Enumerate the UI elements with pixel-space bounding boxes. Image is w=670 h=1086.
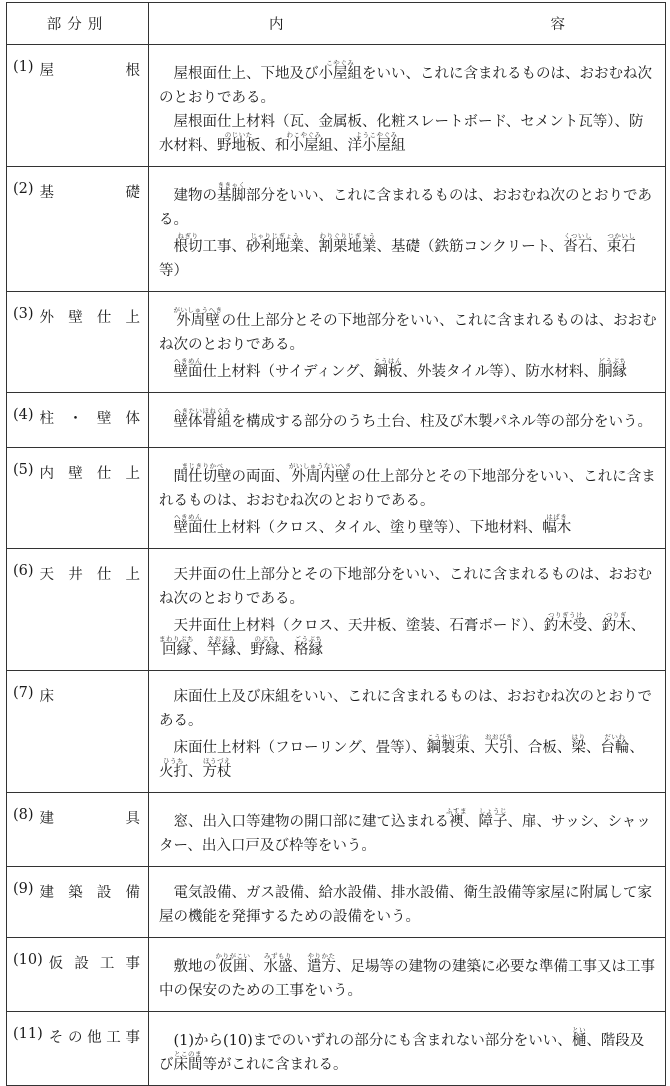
table-row bbox=[7, 292, 666, 393]
ruby-reading: のぶち bbox=[250, 635, 280, 643]
content-cell bbox=[149, 549, 666, 671]
content-text: 床面仕上及び床組をいい、これに含まれるものは、おおむね次のとおりである。 bbox=[159, 689, 652, 729]
content-paragraph bbox=[159, 181, 657, 232]
part-number: (5) bbox=[13, 462, 34, 478]
content-text: 床面仕上材料（フローリング、畳等）、 bbox=[173, 740, 427, 756]
ruby-term bbox=[288, 462, 352, 485]
ruby-reading: こうはん bbox=[373, 357, 403, 365]
ruby-term bbox=[484, 733, 514, 756]
content-text: 、 bbox=[292, 959, 307, 975]
content-text: 工事、 bbox=[202, 239, 246, 255]
content-cell bbox=[149, 867, 666, 938]
content-text: を構成する部分のうち土台、柱及び木製パネル等の部分をいう。 bbox=[231, 414, 652, 430]
part-label bbox=[40, 563, 140, 584]
part-label-char: 他 bbox=[87, 1030, 102, 1046]
ruby-reading: がいしゅうないへき bbox=[288, 462, 352, 470]
part-label-char: 建 bbox=[39, 811, 55, 827]
content-text: 、 bbox=[469, 740, 485, 756]
ruby-reading: ききゃく bbox=[217, 181, 246, 189]
content-paragraph bbox=[159, 513, 657, 540]
ruby-base: 障子 bbox=[478, 814, 508, 830]
content-text: 、合板、 bbox=[513, 740, 572, 756]
ruby-reading: へきめん bbox=[173, 357, 203, 365]
part-label-char: 上 bbox=[125, 567, 140, 583]
content-paragraph bbox=[159, 563, 657, 611]
part-label-char: 建 bbox=[39, 885, 55, 901]
content-text: の仕上部分とその下地部分をいい、これに含まれるものは、おおむね次のとおりである。 bbox=[159, 313, 657, 353]
ruby-reading: じゃりじぎょう bbox=[246, 232, 304, 240]
ruby-term bbox=[307, 952, 336, 975]
ruby-reading: やりかた bbox=[307, 952, 336, 960]
ruby-base: 胴縁 bbox=[597, 364, 627, 380]
ruby-term bbox=[263, 952, 293, 975]
part-number: (4) bbox=[13, 407, 34, 423]
content-cell bbox=[149, 793, 666, 867]
part-number: (9) bbox=[13, 881, 34, 897]
content-text: の仕上部分とその下地部分をいい、これに含まれるものは、おおむね次のとおりである。 bbox=[159, 469, 656, 509]
ruby-base: 格縁 bbox=[294, 642, 323, 658]
ruby-reading: みずもり bbox=[263, 952, 293, 960]
ruby-term bbox=[275, 131, 333, 154]
ruby-reading: ねぎり bbox=[173, 232, 203, 240]
part-label-char: 屋 bbox=[39, 63, 55, 79]
content-text: 仕上材料（サイディング、 bbox=[202, 364, 374, 380]
part-cell bbox=[7, 393, 149, 448]
content-cell bbox=[149, 393, 666, 448]
content-cell bbox=[149, 938, 666, 1012]
ruby-term bbox=[173, 407, 232, 430]
ruby-reading: さおぶち bbox=[207, 635, 236, 643]
part-label-char: 上 bbox=[125, 310, 140, 326]
table-row bbox=[7, 671, 666, 793]
content-text: 、 bbox=[188, 764, 203, 780]
ruby-reading: つかいし bbox=[606, 232, 636, 240]
part-number: (2) bbox=[13, 181, 34, 197]
ruby-term bbox=[215, 952, 251, 975]
part-cell bbox=[7, 671, 149, 793]
part-label bbox=[40, 59, 140, 80]
header-row bbox=[7, 3, 666, 45]
content-text: 天井面の仕上部分とその下地部分をいい、これに含まれるものは、おおむね次のとおりである。 bbox=[159, 567, 652, 607]
ruby-term bbox=[250, 635, 280, 658]
content-cell bbox=[149, 448, 666, 549]
part-number: (6) bbox=[13, 563, 34, 579]
table-row bbox=[7, 448, 666, 549]
building-parts-table bbox=[6, 2, 666, 1086]
ruby-base: 大引 bbox=[484, 740, 514, 756]
part-cell bbox=[7, 793, 149, 867]
part-label-char: 井 bbox=[68, 567, 83, 583]
part-label bbox=[40, 462, 140, 483]
ruby-term bbox=[478, 807, 508, 830]
part-label-char: 上 bbox=[125, 466, 140, 482]
content-text: 窓、出入口等建物の開口部に建て込まれる bbox=[173, 814, 449, 830]
ruby-reading: かりがこい bbox=[215, 952, 251, 960]
content-text: 等がこれに含まれる。 bbox=[202, 1057, 348, 1073]
part-label-char: 工 bbox=[99, 956, 115, 972]
part-label-char: 壁 bbox=[96, 411, 112, 427]
content-text: 、 bbox=[192, 642, 207, 658]
ruby-reading: どうぶち bbox=[597, 357, 627, 365]
ruby-base: 方杖 bbox=[202, 764, 232, 780]
header-content-left: 内 bbox=[269, 17, 284, 33]
ruby-term bbox=[318, 232, 377, 255]
part-cell bbox=[7, 292, 149, 393]
content-text: 、外装タイル等）、防水材料、 bbox=[402, 364, 598, 380]
part-label-char: 床 bbox=[39, 689, 55, 705]
table-row bbox=[7, 167, 666, 292]
part-cell bbox=[7, 45, 149, 167]
table-row bbox=[7, 867, 666, 938]
ruby-term bbox=[446, 807, 467, 830]
ruby-base: 壁面 bbox=[173, 520, 203, 536]
ruby-base: 幅木 bbox=[542, 520, 572, 536]
part-label-char: の bbox=[67, 1030, 83, 1046]
content-paragraph bbox=[159, 407, 657, 434]
content-text: 、 bbox=[260, 138, 275, 154]
content-text: 敷地の bbox=[173, 959, 217, 975]
ruby-base: 台輪 bbox=[600, 740, 630, 756]
content-text: 、 bbox=[585, 740, 601, 756]
ruby-reading: へきめん bbox=[173, 513, 203, 521]
content-paragraph bbox=[159, 685, 657, 733]
ruby-term bbox=[173, 1050, 203, 1073]
ruby-base: 小屋組 bbox=[318, 66, 362, 82]
ruby-base: 襖 bbox=[446, 814, 467, 830]
part-label-char: そ bbox=[48, 1030, 64, 1046]
content-text: の両面、 bbox=[231, 469, 290, 485]
part-label-char: ・ bbox=[68, 411, 83, 427]
content-paragraph bbox=[159, 1026, 657, 1077]
ruby-term bbox=[571, 733, 586, 756]
ruby-term bbox=[246, 232, 304, 255]
content-paragraph bbox=[159, 110, 657, 158]
content-text: 、 bbox=[333, 138, 348, 154]
ruby-reading: へきたいほねぐみ bbox=[173, 407, 232, 415]
ruby-reading: まわりぶち bbox=[159, 635, 194, 643]
ruby-reading: くついし bbox=[563, 232, 593, 240]
content-text: 天井面仕上材料（クロス、天井板、塗装、石膏ボード）、 bbox=[173, 618, 544, 634]
ruby-base: 竿縁 bbox=[207, 642, 236, 658]
part-label-char: 築 bbox=[68, 885, 83, 901]
ruby-reading: こやぐみ bbox=[318, 59, 362, 67]
content-text: 建物の bbox=[173, 188, 217, 204]
part-label-char: 設 bbox=[74, 956, 89, 972]
part-label bbox=[40, 881, 140, 902]
ruby-reading: とい bbox=[571, 1026, 587, 1034]
content-text: 、 bbox=[304, 239, 319, 255]
ruby-base: 樋 bbox=[571, 1033, 587, 1049]
part-label bbox=[40, 407, 140, 428]
content-text: 屋根面仕上材料（瓦、金属板、化粧スレートボード、セメント瓦等）、防水材料、 bbox=[159, 114, 644, 154]
content-text: 、 bbox=[464, 814, 479, 830]
part-label bbox=[40, 807, 140, 828]
ruby-base: 砂利地業 bbox=[246, 239, 304, 255]
ruby-term bbox=[294, 635, 323, 658]
content-paragraph bbox=[159, 357, 657, 384]
content-text: 、 bbox=[587, 618, 602, 634]
ruby-base: 間仕切壁 bbox=[173, 469, 232, 485]
ruby-reading: ほうづえ bbox=[202, 757, 232, 765]
ruby-base: 野縁 bbox=[250, 642, 280, 658]
ruby-term bbox=[207, 635, 236, 658]
ruby-reading: ひうち bbox=[159, 757, 188, 765]
ruby-term bbox=[542, 513, 572, 536]
ruby-reading: ようこやぐみ bbox=[347, 131, 406, 139]
part-label-char: 壁 bbox=[68, 466, 83, 482]
ruby-base: 外周壁 bbox=[173, 313, 223, 329]
content-paragraph bbox=[159, 952, 657, 1003]
ruby-term bbox=[597, 357, 627, 380]
ruby-reading: まじきりかべ bbox=[173, 462, 232, 470]
header-part: 部分別 bbox=[7, 3, 149, 45]
content-text: 、 bbox=[279, 642, 294, 658]
ruby-reading: おおびき bbox=[484, 733, 514, 741]
content-paragraph bbox=[159, 611, 657, 662]
ruby-reading: つりぎうけ bbox=[543, 611, 588, 619]
content-paragraph bbox=[159, 881, 657, 929]
part-label-char: 体 bbox=[125, 411, 140, 427]
ruby-base: 釣木 bbox=[601, 618, 631, 634]
part-label-char: 仕 bbox=[96, 466, 112, 482]
table-row bbox=[7, 938, 666, 1012]
table-row bbox=[7, 393, 666, 448]
ruby-reading: がいしゅうへき bbox=[173, 306, 223, 314]
ruby-term bbox=[173, 232, 203, 255]
ruby-term bbox=[173, 462, 232, 485]
ruby-term bbox=[217, 131, 261, 154]
ruby-term bbox=[347, 131, 406, 154]
content-text: 、 bbox=[592, 239, 607, 255]
part-label-char: 根 bbox=[125, 63, 140, 79]
part-number: (11) bbox=[13, 1026, 43, 1042]
ruby-base: 割栗地業 bbox=[318, 239, 377, 255]
content-text: 、足場等の建物の建築に必要な準備工事又は工事中の保安のための工事をいう。 bbox=[159, 959, 655, 999]
header-content bbox=[149, 3, 666, 45]
content-cell bbox=[149, 292, 666, 393]
part-label-char: 仕 bbox=[96, 567, 112, 583]
part-label bbox=[40, 685, 140, 706]
ruby-reading: しょうじ bbox=[478, 807, 508, 815]
content-text: 部分をいい、これに含まれるものは、おおむね次のとおりである。 bbox=[159, 188, 652, 228]
ruby-base: 仮囲 bbox=[215, 959, 251, 975]
ruby-term bbox=[426, 733, 470, 756]
part-label bbox=[49, 952, 140, 973]
content-cell bbox=[149, 1012, 666, 1086]
ruby-base: 床間 bbox=[173, 1057, 203, 1073]
part-label-char: 具 bbox=[125, 811, 140, 827]
ruby-reading: はり bbox=[571, 733, 586, 741]
content-text: 、 bbox=[629, 740, 644, 756]
part-label-char: 内 bbox=[39, 466, 55, 482]
ruby-base: 火打 bbox=[159, 764, 188, 780]
content-cell bbox=[149, 167, 666, 292]
ruby-base: 水盛 bbox=[263, 959, 293, 975]
content-cell bbox=[149, 45, 666, 167]
ruby-base: 鋼製束 bbox=[426, 740, 470, 756]
ruby-term bbox=[606, 232, 636, 255]
content-paragraph bbox=[159, 733, 657, 784]
ruby-reading: とこのま bbox=[173, 1050, 203, 1058]
part-cell bbox=[7, 1012, 149, 1086]
part-number: (8) bbox=[13, 807, 34, 823]
table-row bbox=[7, 45, 666, 167]
ruby-base: 野地板 bbox=[217, 138, 261, 154]
content-text: 、 bbox=[249, 959, 264, 975]
part-number: (10) bbox=[13, 952, 43, 968]
ruby-reading: つりぎ bbox=[601, 611, 631, 619]
ruby-base: 和小屋組 bbox=[275, 138, 333, 154]
ruby-term bbox=[373, 357, 403, 380]
content-text: 、基礎（鉄筋コンクリート、 bbox=[376, 239, 564, 255]
content-paragraph bbox=[159, 807, 657, 858]
ruby-reading: わこやぐみ bbox=[275, 131, 333, 139]
ruby-base: 壁面 bbox=[173, 364, 203, 380]
ruby-term bbox=[173, 513, 203, 536]
ruby-term bbox=[571, 1026, 587, 1049]
ruby-reading: のじいた bbox=[217, 131, 261, 139]
ruby-base: 回縁 bbox=[159, 642, 194, 658]
part-label-char: 外 bbox=[39, 310, 55, 326]
content-paragraph bbox=[159, 306, 657, 357]
part-label-char: 基 bbox=[39, 185, 55, 201]
content-text: 、階段及び bbox=[159, 1033, 645, 1073]
part-cell bbox=[7, 867, 149, 938]
part-label-char: 礎 bbox=[125, 185, 140, 201]
table-row bbox=[7, 793, 666, 867]
content-paragraph bbox=[159, 462, 657, 513]
ruby-base: 洋小屋組 bbox=[347, 138, 406, 154]
ruby-reading: ふすま bbox=[446, 807, 467, 815]
ruby-reading: わりぐりじぎょう bbox=[318, 232, 377, 240]
content-cell bbox=[149, 671, 666, 793]
content-text: 、 bbox=[630, 618, 646, 634]
part-number: (7) bbox=[13, 685, 34, 701]
content-paragraph bbox=[159, 59, 657, 110]
content-text: 電気設備、ガス設備、給水設備、排水設備、衛生設備等家屋に附属して家屋の機能を発揮するための設備をいう。 bbox=[159, 885, 652, 925]
ruby-term bbox=[217, 181, 246, 204]
content-text: 仕上材料（クロス、タイル、塗り壁等）、下地材料、 bbox=[202, 520, 543, 536]
part-label-char: 工 bbox=[106, 1030, 121, 1046]
ruby-base: 沓石 bbox=[563, 239, 593, 255]
ruby-base: 根切 bbox=[173, 239, 203, 255]
ruby-term bbox=[173, 357, 203, 380]
content-text: 、 bbox=[236, 642, 251, 658]
header-content-right: 容 bbox=[550, 17, 565, 33]
part-label bbox=[40, 306, 140, 327]
ruby-base: 束石 bbox=[606, 239, 636, 255]
part-label-char: 仕 bbox=[96, 310, 112, 326]
ruby-term bbox=[601, 611, 631, 634]
ruby-reading: だいわ bbox=[600, 733, 630, 741]
content-text: 等） bbox=[159, 263, 188, 279]
part-label-char: 設 bbox=[96, 885, 112, 901]
ruby-term bbox=[543, 611, 588, 634]
table-row bbox=[7, 549, 666, 671]
part-label-char: 壁 bbox=[68, 310, 83, 326]
ruby-term bbox=[173, 306, 223, 329]
part-label-char: 事 bbox=[125, 1030, 140, 1046]
ruby-reading: はばき bbox=[542, 513, 572, 521]
part-number: (1) bbox=[13, 59, 34, 75]
content-text: (1)から(10)までのいずれの部分にも含まれない部分をいい、 bbox=[173, 1033, 572, 1049]
content-text: 屋根面仕上、下地及び bbox=[173, 66, 319, 82]
part-cell bbox=[7, 549, 149, 671]
part-label bbox=[40, 181, 140, 202]
part-label-char: 事 bbox=[125, 956, 140, 972]
ruby-term bbox=[318, 59, 363, 82]
part-number: (3) bbox=[13, 306, 34, 322]
ruby-base: 梁 bbox=[571, 740, 586, 756]
ruby-base: 遣方 bbox=[307, 959, 336, 975]
ruby-term bbox=[159, 757, 188, 780]
table-body bbox=[7, 45, 666, 1086]
part-cell bbox=[7, 167, 149, 292]
ruby-base: 外周内壁 bbox=[288, 469, 352, 485]
part-label-char: 柱 bbox=[39, 411, 55, 427]
part-label-char: 天 bbox=[39, 567, 55, 583]
table-row bbox=[7, 1012, 666, 1086]
part-label-char: 備 bbox=[125, 885, 140, 901]
part-label bbox=[49, 1026, 140, 1047]
ruby-reading: こうせいづか bbox=[426, 733, 470, 741]
part-label-char: 仮 bbox=[48, 956, 64, 972]
ruby-term bbox=[202, 757, 232, 780]
ruby-term bbox=[600, 733, 630, 756]
ruby-base: 基脚 bbox=[217, 188, 246, 204]
ruby-base: 釣木受 bbox=[543, 618, 588, 634]
ruby-reading: ごうぶち bbox=[294, 635, 323, 643]
part-cell bbox=[7, 448, 149, 549]
ruby-term bbox=[563, 232, 593, 255]
content-text: 、扉、サッシ、シャッター、出入口戸及び枠等をいう。 bbox=[159, 814, 651, 854]
content-text: をいい、これに含まれるものは、おおむね次のとおりである。 bbox=[159, 66, 652, 106]
content-paragraph bbox=[159, 232, 657, 283]
part-cell bbox=[7, 938, 149, 1012]
ruby-base: 壁体骨組 bbox=[173, 414, 232, 430]
ruby-term bbox=[159, 635, 194, 658]
ruby-base: 鋼板 bbox=[373, 364, 403, 380]
